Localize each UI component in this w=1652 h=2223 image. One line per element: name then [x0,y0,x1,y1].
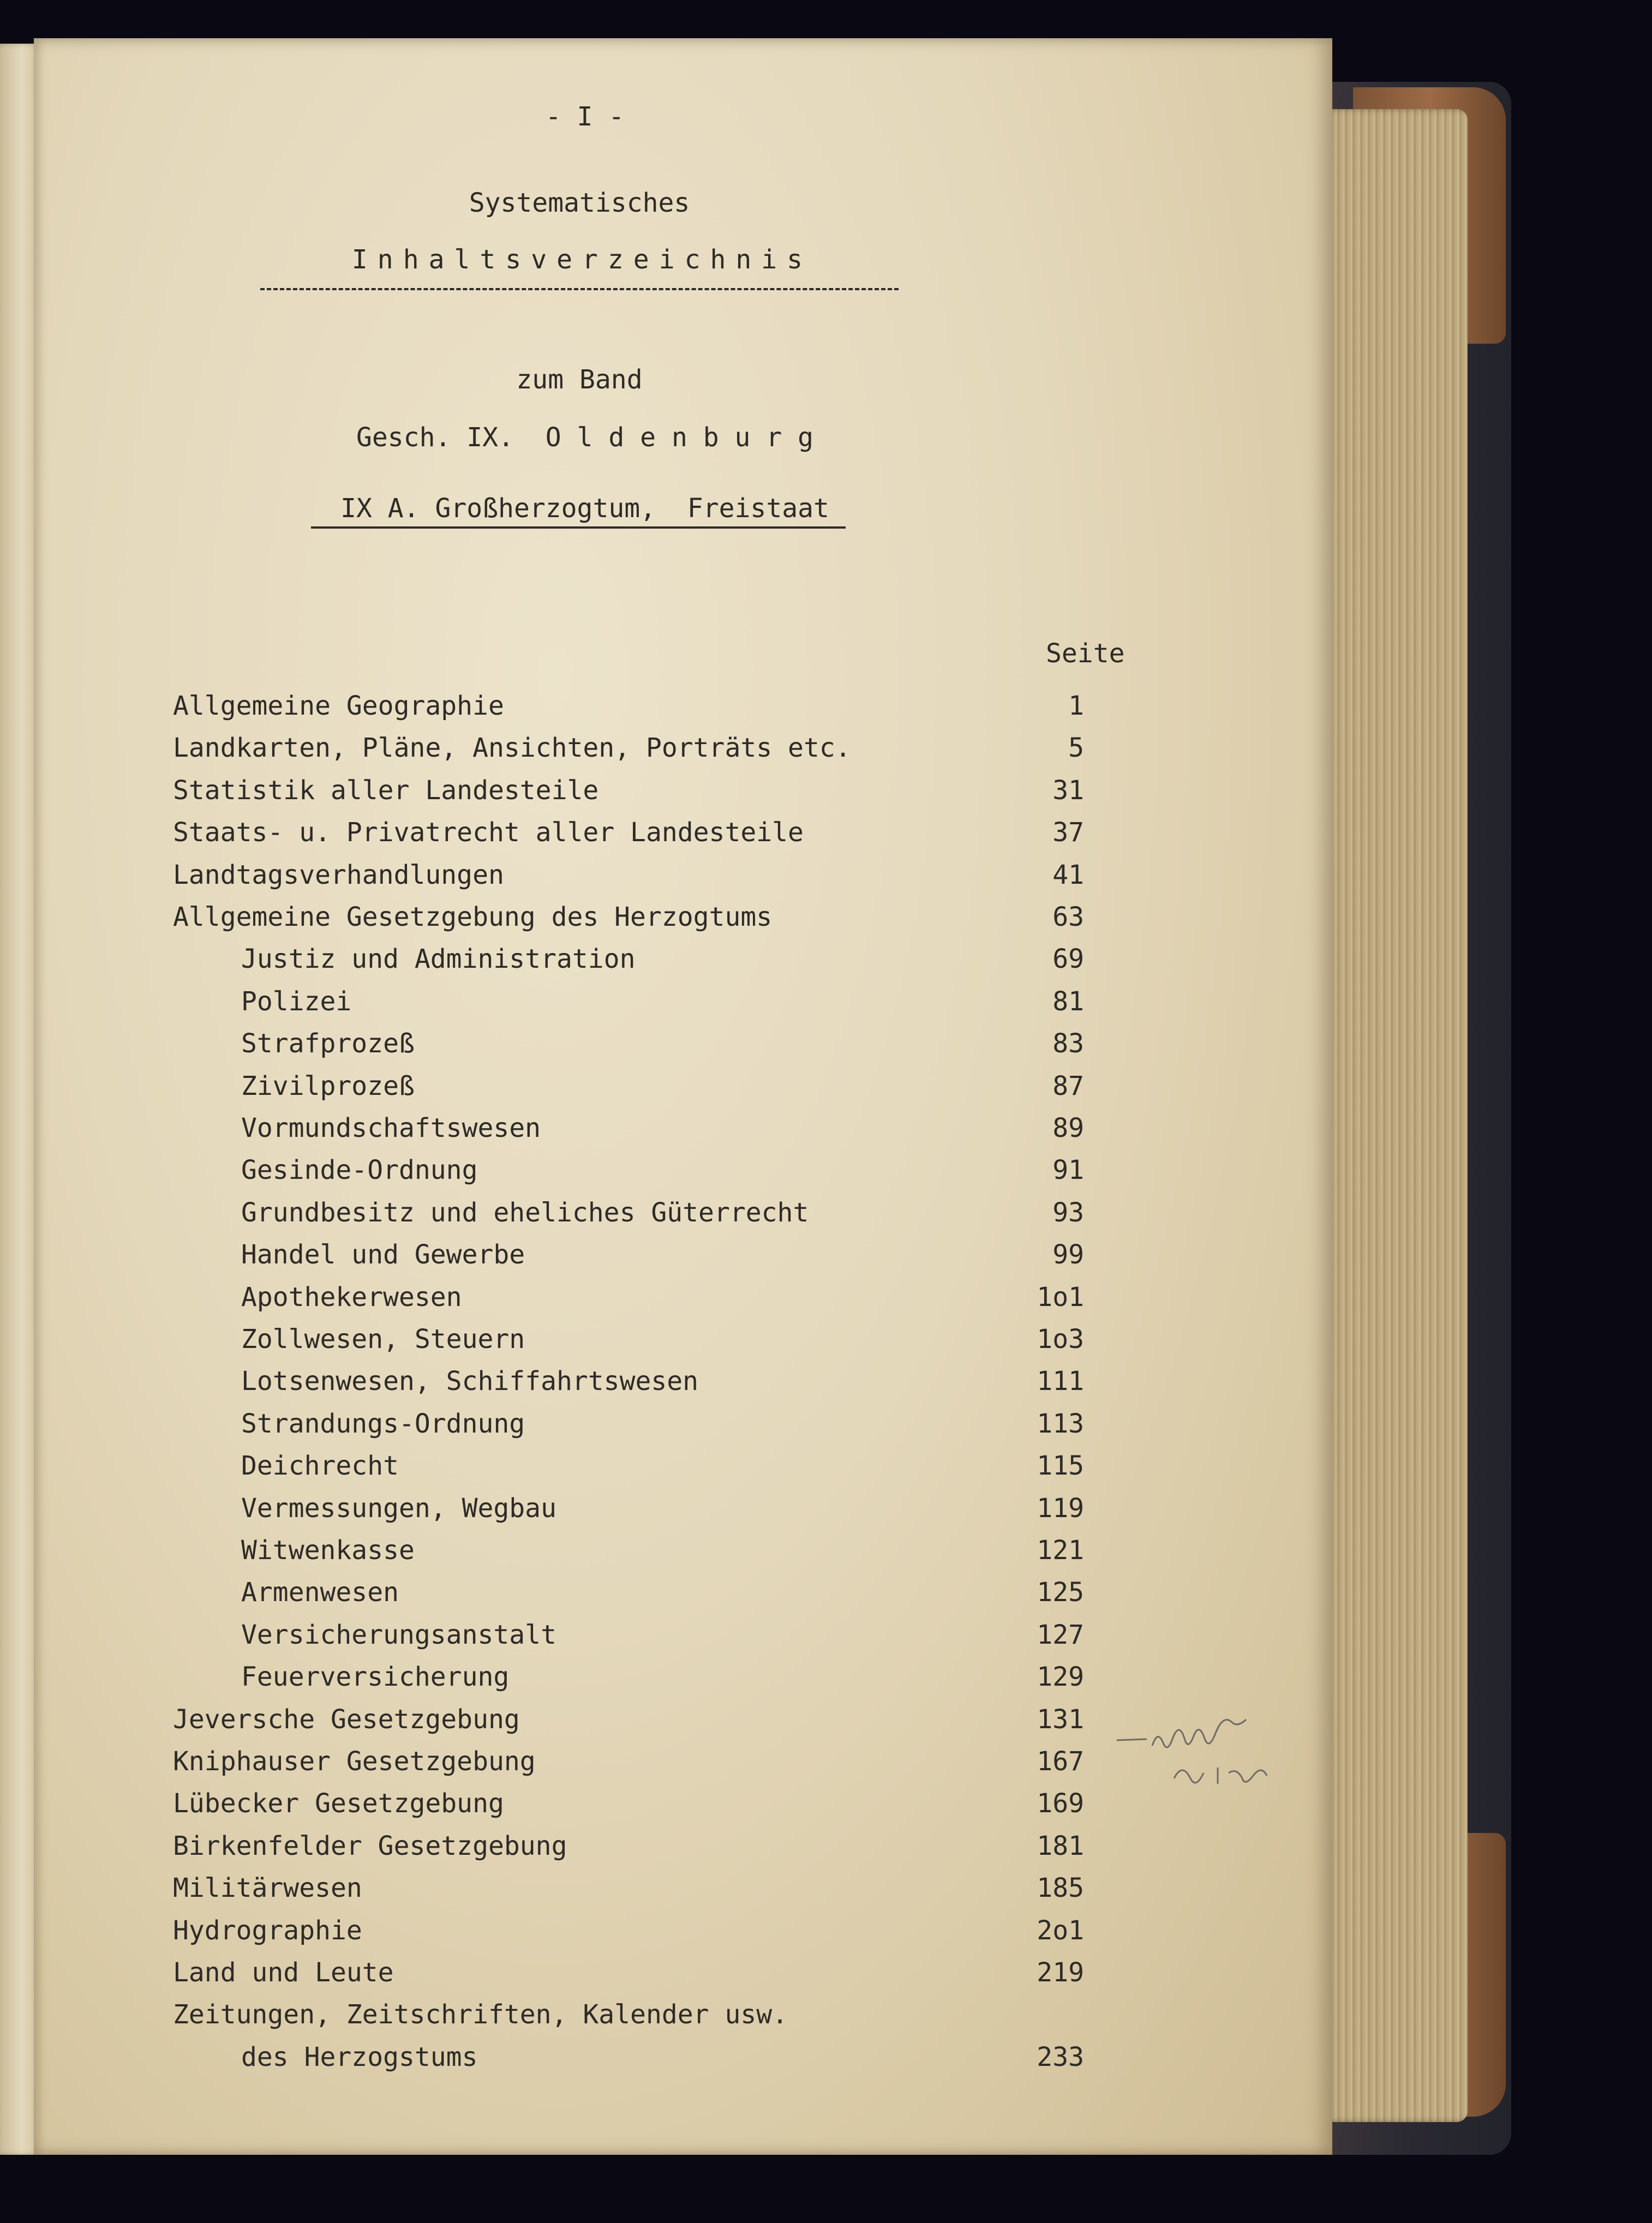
toc-entry-page: 1 [1068,691,1084,721]
toc-entry-page: 1o3 [1037,1324,1084,1355]
toc-entry-page: 185 [1037,1873,1084,1904]
toc-entry-label: Staats- u. Privatrecht aller Landesteile [173,817,804,848]
toc-entry-page: 87 [1052,1070,1084,1101]
toc-entry-page: 37 [1052,817,1084,848]
toc-entry-page: 219 [1037,1957,1084,1988]
toc-entry-label: Strafprozeß [241,1028,415,1059]
toc-entry-page: 115 [1037,1451,1084,1482]
page-number: - I - [545,101,625,132]
toc-entry-label: Zeitungen, Zeitschriften, Kalender usw. [173,1999,788,2030]
toc-entry-page: 1o1 [1037,1281,1084,1313]
toc-entry-page: 81 [1052,986,1084,1017]
toc-entry-page: 99 [1052,1239,1084,1271]
title-zum-band: zum Band [516,364,643,395]
toc-entry-page: 111 [1037,1366,1084,1397]
pencil-annotation [1114,1707,1343,1806]
toc-entry-label: Versicherungsanstalt [241,1619,556,1650]
toc-entry-label: Armenwesen [241,1577,399,1608]
toc-entry-label: Justiz und Administration [241,944,636,975]
toc-entry-label: Gesinde-Ordnung [241,1155,478,1186]
title-volume: Gesch. IX. O l d e n b u r g [356,422,814,453]
toc-entry-label: Strandungs-Ordnung [241,1408,525,1439]
title-dashed-rule [260,288,899,290]
toc-entry-label: Witwenkasse [241,1535,415,1566]
title-systematisches: Systematisches [469,188,690,218]
title-inhaltsverzeichnis: Inhaltsverzeichnis [351,244,813,275]
toc-entry-page: 113 [1037,1408,1084,1439]
toc-entry-page: 63 [1052,902,1084,932]
toc-entry-label: des Herzogstums [241,2041,478,2072]
toc-entry-page: 2o1 [1037,1915,1084,1946]
toc-entry-page: 131 [1037,1704,1084,1735]
toc-entry-page: 91 [1052,1155,1084,1186]
toc-entry-page: 181 [1037,1830,1084,1861]
toc-entry-page: 5 [1068,733,1084,764]
toc-entry-label: Zivilprozeß [241,1070,415,1101]
toc-entry-label: Allgemeine Geographie [173,691,504,721]
toc-entry-page: 41 [1052,859,1084,890]
page-stack-edges [1326,109,1468,2122]
seite-column-header: Seite [1046,638,1125,669]
toc-entry-label: Feuerversicherung [241,1662,510,1693]
toc-entry-label: Statistik aller Landesteile [173,775,599,806]
toc-entry-label: Landtagsverhandlungen [173,859,504,890]
toc-entry-label: Lotsenwesen, Schiffahrtswesen [241,1366,699,1397]
toc-entry-page: 121 [1037,1535,1084,1566]
toc-entry-page: 127 [1037,1619,1084,1650]
toc-entry-label: Vermessungen, Wegbau [241,1493,556,1524]
toc-entry-label: Apothekerwesen [241,1281,462,1313]
toc-entry-page: 31 [1052,775,1084,806]
toc-entry-label: Zollwesen, Steuern [241,1324,525,1355]
title-section: IX A. Großherzogtum, Freistaat [340,493,829,524]
toc-entry-page: 167 [1037,1746,1084,1777]
toc-entry-label: Kniphauser Gesetzgebung [173,1746,536,1777]
document-page [34,38,1332,2155]
toc-entry-page: 69 [1052,944,1084,975]
toc-entry-page: 233 [1037,2041,1084,2072]
toc-entry-label: Vormundschaftswesen [241,1113,541,1143]
toc-entry-label: Militärwesen [173,1873,362,1904]
toc-entry-label: Land und Leute [173,1957,394,1988]
toc-entry-page: 169 [1037,1788,1084,1819]
section-underline [311,526,846,529]
toc-entry-label: Deichrecht [241,1451,399,1482]
toc-entry-label: Handel und Gewerbe [241,1239,525,1271]
toc-entry-page: 125 [1037,1577,1084,1608]
toc-entry-label: Polizei [241,986,352,1017]
toc-entry-label: Allgemeine Gesetzgebung des Herzogtums [173,902,773,932]
toc-entry-page: 129 [1037,1662,1084,1693]
toc-entry-label: Hydrographie [173,1915,362,1946]
toc-entry-label: Jeversche Gesetzgebung [173,1704,520,1735]
toc-entry-label: Grundbesitz und eheliches Güterrecht [241,1197,809,1228]
toc-entry-label: Birkenfelder Gesetzgebung [173,1830,567,1861]
toc-entry-page: 93 [1052,1197,1084,1228]
toc-entry-label: Lübecker Gesetzgebung [173,1788,504,1819]
toc-entry-page: 83 [1052,1028,1084,1059]
toc-entry-label: Landkarten, Pläne, Ansichten, Porträts etc. [173,733,851,764]
toc-entry-page: 119 [1037,1493,1084,1524]
toc-entry-page: 89 [1052,1113,1084,1143]
